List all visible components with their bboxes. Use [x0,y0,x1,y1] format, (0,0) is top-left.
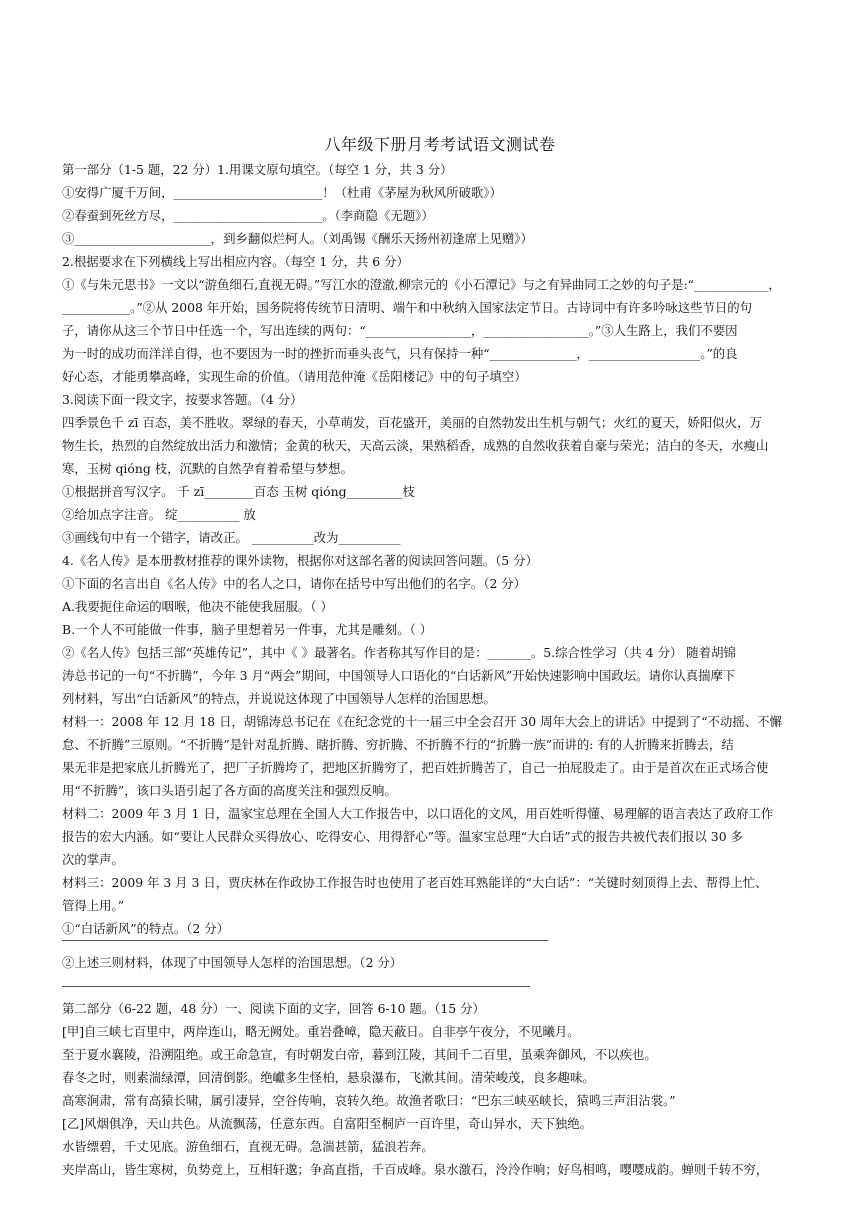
text-line: ②《名人传》包括三部“英雄传记”，其中《 》最著名。作者称其写作目的是：_______。5.综合性学习（共 4 分） 随着胡锦 [62,645,736,660]
text-line: 管得上用。” [62,898,125,913]
answer-rule [62,940,548,941]
text-line: ①安得广厦千万间，________________________！（杜甫《茅屋为秋风所破歌》） [62,185,502,200]
text-line: ②春蚕到死丝方尽，________________________。（李商隐《无题》） [62,208,434,223]
text-line: ①下面的名言出自《名人传》中的名人之口，请你在括号中写出他们的名字。（2 分） [62,576,527,591]
text-line: 怠、不折腾”三原则。“不折腾”是针对乱折腾、瞎折腾、穷折腾、不折腾不行的“折腾一族”而讲的: 有的人折腾来折腾去，结 [62,737,734,752]
text-line: 2.根据要求在下列横线上写出相应内容。（每空 1 分，共 6 分） [62,254,409,269]
text-line: ①《与朱元思书》一文以“游鱼细石,直视无碍。”写江水的澄澈,柳宗元的《小石潭记》与之有异曲同工之妙的句子是:“____________， [62,277,781,292]
text-line: 列材料，写出“白话新风”的特点，并说说这体现了中国领导人怎样的治国思想。 [62,691,496,706]
text-line: 为一时的成功而洋洋自得，也不要因为一时的挫折而垂头丧气，只有保持一种“______________，__________________。”的良 [62,346,738,361]
text-line: 水皆缥碧，千丈见底。游鱼细石，直视无碍。急湍甚箭，猛浪若奔。 [62,1139,434,1154]
text-line: 果无非是把家底儿折腾光了，把厂子折腾垮了，把地区折腾穷了，把百姓折腾苦了，自己一拍屁股走了。由于是首次在正式场合使 [62,760,769,775]
page-title: 八年级下册月考考试语文测试卷 [324,135,556,154]
text-line: 4.《名人传》是本册教材推荐的课外读物，根据你对这部名著的阅读回答问题。（5 分） [62,553,538,568]
text-line: ①根据拼音写汉字。 千 zī________百态 玉树 qióng_________枝 [62,484,415,499]
text-line: ③画线句中有一个错字，请改正。 __________改为__________ [62,530,401,545]
text-line: ___________。”②从 2008 年开始，国务院将传统节日清明、端午和中秋纳入国家法定节日。古诗词中有许多吟咏这些节日的句 [62,300,753,315]
text-line: 高寒涧肃，常有高猿长啸，属引凄异，空谷传响，哀转久绝。故渔者歌曰：“巴东三峡巫峡长，猿鸣三声泪沾裳。” [62,1093,676,1108]
text-line: A.我要扼住命运的咽喉，他决不能使我屈服。（ ） [62,599,333,614]
text-line: ③______________________，到乡翻似烂柯人。（刘禹锡《酬乐天扬州初逢席上见赠》） [62,231,533,246]
text-line: 子，请你从这三个节日中任选一个，写出连续的两句：“_________________，_________________。”③人生路上，我们不要因 [62,323,738,338]
text-line: 3.阅读下面一段文字，按要求答题。（4 分） [62,392,303,407]
text-line: 涛总书记的一句“不折腾”，今年 3 月“两会”期间，中国领导人口语化的“白话新风”开始快速影响中国政坛。请你认真揣摩下 [62,668,736,683]
text-line: 材料一：2008 年 12 月 18 日，胡锦涛总书记在《在纪念党的十一届三中全会召开 30 周年大会上的讲话》中提到了“不动摇、不懈 [62,714,782,729]
text-line: 寒，玉树 qióng 枝，沉默的自然孕育着希望与梦想。 [62,461,353,476]
answer-rule [62,986,530,987]
text-line: 材料三：2009 年 3 月 3 日，贾庆林在作政协工作报告时也使用了老百姓耳熟能详的“大白话”：“关键时刻顶得上去、帮得上忙、 [62,875,768,890]
text-line: [甲]自三峡七百里中，两岸连山，略无阙处。重岩叠嶂，隐天蔽日。自非亭午夜分，不见曦月。 [62,1024,580,1039]
text-line: 物生长，热烈的自然绽放出活力和激情；金黄的秋天，天高云淡，果熟稻香，成熟的自然收获着自豪与荣光；洁白的冬天，水瘦山 [62,438,769,453]
text-line: 次的掌声。 [62,852,124,867]
text-line: 用“不折腾”，该口头语引起了各方面的高度关注和强烈反响。 [62,783,397,798]
text-line: 好心态，才能勇攀高峰，实现生命的价值。（请用范仲淹《岳阳楼记》中的句子填空） [62,369,527,384]
text-line: 夹岸高山，皆生寒树，负势竞上，互相轩邈；争高直指，千百成峰。泉水激石，泠泠作响；好鸟相鸣，嘤嘤成韵。蝉则千转不穷， [62,1162,769,1177]
text-line: ①“白话新风”的特点。（2 分） [62,921,229,936]
text-line: 第二部分（6-22 题，48 分）一、阅读下面的文字，回答 6-10 题。（15 分） [62,1001,485,1016]
text-line: 材料二：2009 年 3 月 1 日，温家宝总理在全国人大工作报告中，以口语化的文风，用百姓听得懂、易理解的语言表达了政府工作 [62,806,774,821]
text-line: ②给加点字注音。 绽__________ 放 [62,507,256,522]
text-line: 报告的宏大内涵。如“要让人民群众买得放心、吃得安心、用得舒心”等。温家宝总理“大白话”式的报告共被代表们报以 30 多 [62,829,743,844]
text-line: 四季景色千 zī 百态，美不胜收。翠绿的春天，小草萌发，百花盛开，美丽的自然勃发出生机与朝气；火红的夏天，娇阳似火，万 [62,415,762,430]
text-line: 至于夏水襄陵，沿溯阻绝。或王命急宣，有时朝发白帝，暮到江陵，其间千二百里，虽乘奔御风，不以疾也。 [62,1047,657,1062]
text-line: 第一部分（1-5 题，22 分）1.用课文原句填空。（每空 1 分，共 3 分） [62,162,453,177]
text-line: 春冬之时，则素湍绿潭，回清倒影。绝巘多生怪柏，悬泉瀑布，飞漱其间。清荣峻茂，良多趣味。 [62,1070,595,1085]
text-line: ②上述三则材料，体现了中国领导人怎样的治国思想。（2 分） [62,955,403,970]
text-line: B.一个人不可能做一件事，脑子里想着另一件事，尤其是雕刻。（ ） [62,622,433,637]
text-line: [乙]风烟俱净，天山共色。从流飘荡，任意东西。自富阳至桐庐一百许里，奇山异水，天下独绝。 [62,1116,593,1131]
